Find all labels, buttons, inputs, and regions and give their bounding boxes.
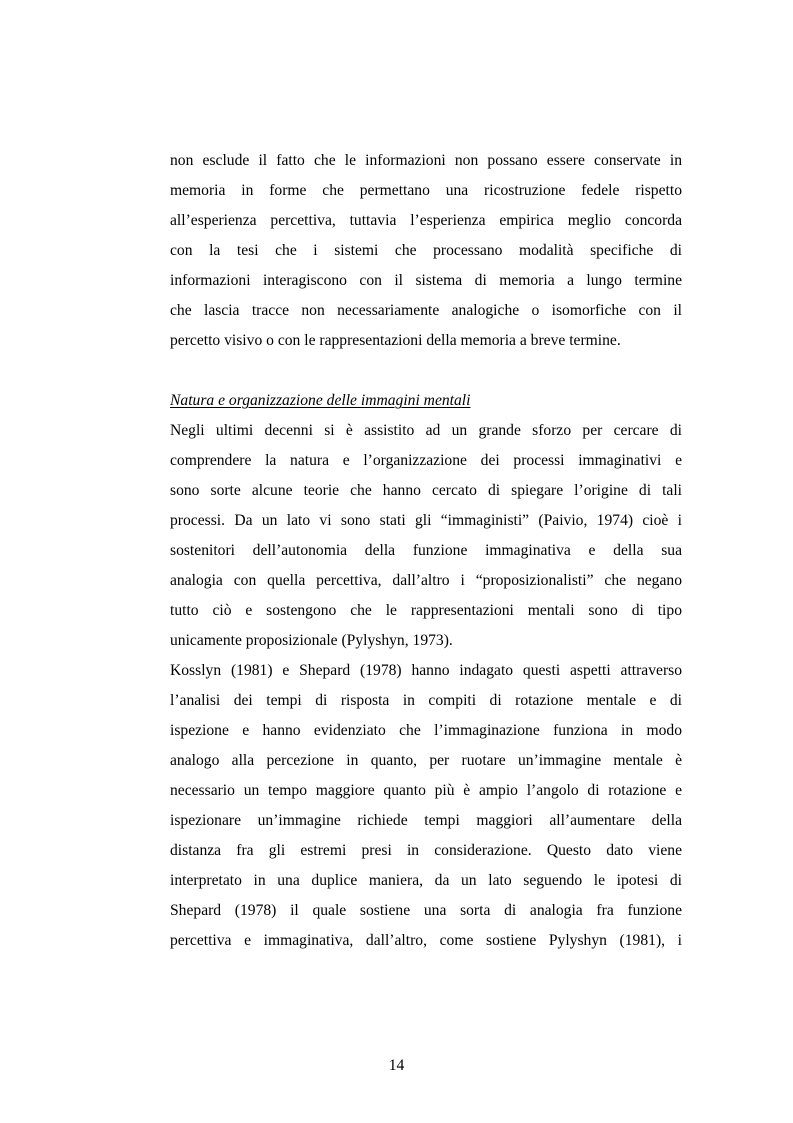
paragraph-line: all’esperienza percettiva, tuttavia l’esperienza empirica meglio concorda	[170, 212, 682, 229]
paragraph-line: non esclude il fatto che le informazioni non possano essere conservate in	[170, 152, 682, 169]
paragraph-line: analogia con quella percettiva, dall’altro i “proposizionalisti” che negano	[170, 572, 682, 589]
paragraph-line: ispezionare un’immagine richiede tempi maggiori all’aumentare della	[170, 812, 682, 829]
paragraph-line: Negli ultimi decenni si è assistito ad un grande sforzo per cercare di	[170, 422, 682, 439]
paragraph-3	[170, 656, 682, 956]
paragraph-line: percetto visivo o con le rappresentazioni della memoria a breve termine.	[170, 332, 621, 349]
page-number: 14	[388, 1057, 405, 1074]
paragraph-line: sono sorte alcune teorie che hanno cercato di spiegare l’origine di tali	[170, 482, 682, 499]
paragraph-line: percettiva e immaginativa, dall’altro, come sostiene Pylyshyn (1981), i	[170, 932, 682, 949]
paragraph-line: Kosslyn (1981) e Shepard (1978) hanno indagato questi aspetti attraverso	[170, 662, 682, 679]
paragraph-line: che lascia tracce non necessariamente analogiche o isomorfiche con il	[170, 302, 682, 319]
paragraph-line: Shepard (1978) il quale sostiene una sorta di analogia fra funzione	[170, 902, 682, 919]
paragraph-line: processi. Da un lato vi sono stati gli “immaginisti” (Paivio, 1974) cioè i	[170, 512, 682, 529]
paragraph-line: memoria in forme che permettano una ricostruzione fedele rispetto	[170, 182, 682, 199]
paragraph-line: l’analisi dei tempi di risposta in compiti di rotazione mentale e di	[170, 692, 682, 709]
paragraph-1	[170, 146, 682, 356]
paragraph-line: interpretato in una duplice maniera, da un lato seguendo le ipotesi di	[170, 872, 682, 889]
paragraph-line: necessario un tempo maggiore quanto più è ampio l’angolo di rotazione e	[170, 782, 682, 799]
paragraph-line: tutto ciò e sostengono che le rappresentazioni mentali sono di tipo	[170, 602, 682, 619]
paragraph-line: unicamente proposizionale (Pylyshyn, 1973).	[170, 632, 453, 649]
section-natura-organizzazione	[170, 386, 682, 956]
paragraph-line: sostenitori dell’autonomia della funzione immaginativa e della sua	[170, 542, 682, 559]
paragraph-line: comprendere la natura e l’organizzazione dei processi immaginativi e	[170, 452, 682, 469]
paragraph-2	[170, 416, 682, 656]
section-heading: Natura e organizzazione delle immagini mentali	[170, 392, 471, 409]
paragraph-line: con la tesi che i sistemi che processano modalità specifiche di	[170, 242, 682, 259]
paragraph-line: ispezione e hanno evidenziato che l’immaginazione funziona in modo	[170, 722, 682, 739]
paragraph-line: analogo alla percezione in quanto, per ruotare un’immagine mentale è	[170, 752, 682, 769]
paragraph-line: informazioni interagiscono con il sistema di memoria a lungo termine	[170, 272, 682, 289]
paragraph-line: distanza fra gli estremi presi in considerazione. Questo dato viene	[170, 842, 682, 859]
